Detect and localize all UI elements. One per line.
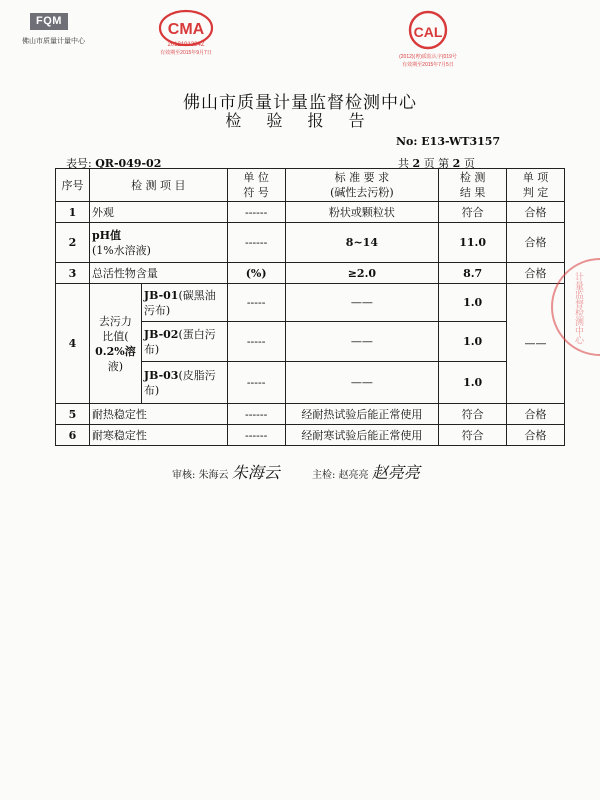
subitem-name: JB-02(蛋白污 布) [141, 322, 227, 362]
row-standard: ≥2.0 [285, 263, 439, 284]
cal-seal-text: CAL [413, 24, 443, 40]
row-standard: 经耐热试验后能正常使用 [285, 404, 439, 425]
org-title: 佛山市质量计量监督检测中心 [183, 93, 417, 113]
pages-mid: 页 第 [423, 157, 450, 170]
reviewer-handwriting: 朱海云 [231, 463, 280, 482]
table-header-row [56, 169, 565, 202]
header-seq: 序号 [56, 169, 90, 202]
row-item: 总活性物含量 [89, 263, 227, 284]
cal-number: (2012)(粤)质监认字(019号 [399, 54, 457, 60]
row-item: pH值 (1%水溶液) [89, 223, 227, 263]
table-row [56, 284, 565, 322]
row-standard: 8~14 [285, 223, 439, 263]
row-result: 符合 [439, 202, 507, 223]
inspector-signature [312, 460, 420, 483]
cma-number: 2012191324Z [167, 42, 205, 48]
row-judge: 合格 [507, 263, 565, 284]
inspector-label: 主检: [312, 470, 336, 481]
reviewer-label: 审核: [172, 470, 196, 481]
row-result: 8.7 [439, 263, 507, 284]
row-unit: ------ [227, 425, 285, 446]
row-item: 外观 [89, 202, 227, 223]
row-item: 耐热稳定性 [89, 404, 227, 425]
table-row [56, 425, 565, 446]
row-judge: 合格 [507, 202, 565, 223]
pages-suffix: 页 [463, 157, 475, 170]
subitem-standard: —— [285, 362, 439, 404]
table-row [56, 263, 565, 284]
row-unit: (%) [227, 263, 285, 284]
row-judge: 合格 [507, 404, 565, 425]
cma-seal-icon [148, 8, 224, 56]
row-result: 符合 [439, 425, 507, 446]
row-result: 符合 [439, 404, 507, 425]
table-row [56, 223, 565, 263]
subitem-result: 1.0 [439, 322, 507, 362]
form-label: 表号: [66, 157, 92, 170]
reviewer-signature [172, 460, 280, 483]
subitem-unit: ----- [227, 284, 285, 322]
row-judge: 合格 [507, 223, 565, 263]
row-item: 耐寒稳定性 [89, 425, 227, 446]
form-code: QR-049-02 [95, 157, 162, 170]
doc-title: 检 验 报 告 [225, 111, 375, 130]
row-standard: 经耐寒试验后能正常使用 [285, 425, 439, 446]
cal-caption: 有效期至2015年7月5日 [402, 62, 454, 68]
header-result: 检 测 结 果 [439, 169, 507, 202]
inspector-name: 赵亮亮 [338, 470, 369, 481]
side-seal-text: 计量监督检测中心 [573, 272, 583, 344]
row-judge: 合格 [507, 425, 565, 446]
fqm-logo: FQM [30, 13, 68, 30]
row-seq: 4 [56, 284, 90, 404]
table-row [56, 404, 565, 425]
subitem-name: JB-03(皮脂污 布) [141, 362, 227, 404]
header-unit: 单 位 符 号 [227, 169, 285, 202]
row-item: 去污力 比值( 0.2%溶 液) [89, 284, 141, 404]
subitem-unit: ----- [227, 362, 285, 404]
subitem-name: JB-01(碳黑油 污布) [141, 284, 227, 322]
pages-total: 2 [412, 157, 421, 170]
report-number: No: E13-WT3157 [396, 135, 501, 148]
cma-seal-text: CMA [167, 21, 205, 38]
results-table [55, 168, 565, 446]
row-seq: 1 [56, 202, 90, 223]
header-standard: 标 准 要 求 (碱性去污粉) [285, 169, 439, 202]
row-seq: 3 [56, 263, 90, 284]
reviewer-name: 朱海云 [198, 470, 229, 481]
row-judge: —— [507, 284, 565, 404]
subitem-result: 1.0 [439, 284, 507, 322]
subitem-result: 1.0 [439, 362, 507, 404]
row-unit: ------ [227, 202, 285, 223]
subitem-unit: ----- [227, 322, 285, 362]
pages-prefix: 共 [398, 157, 409, 170]
header-judge: 单 项 判 定 [507, 169, 565, 202]
table-row [56, 202, 565, 223]
row-seq: 5 [56, 404, 90, 425]
row-seq: 6 [56, 425, 90, 446]
header-item: 检 测 项 目 [89, 169, 227, 202]
subitem-standard: —— [285, 322, 439, 362]
side-seal-icon [548, 252, 600, 362]
pages-current: 2 [452, 157, 461, 170]
cal-seal-icon [392, 8, 464, 72]
row-result: 11.0 [439, 223, 507, 263]
fqm-org-name: 佛山市质量计量中心 [22, 38, 85, 45]
subitem-standard: —— [285, 284, 439, 322]
cma-caption: 有效期至2015年9月7日 [160, 50, 212, 56]
row-standard: 粉状或颗粒状 [285, 202, 439, 223]
row-unit: ------ [227, 404, 285, 425]
row-unit: ------ [227, 223, 285, 263]
row-seq: 2 [56, 223, 90, 263]
inspector-handwriting: 赵亮亮 [371, 463, 420, 482]
